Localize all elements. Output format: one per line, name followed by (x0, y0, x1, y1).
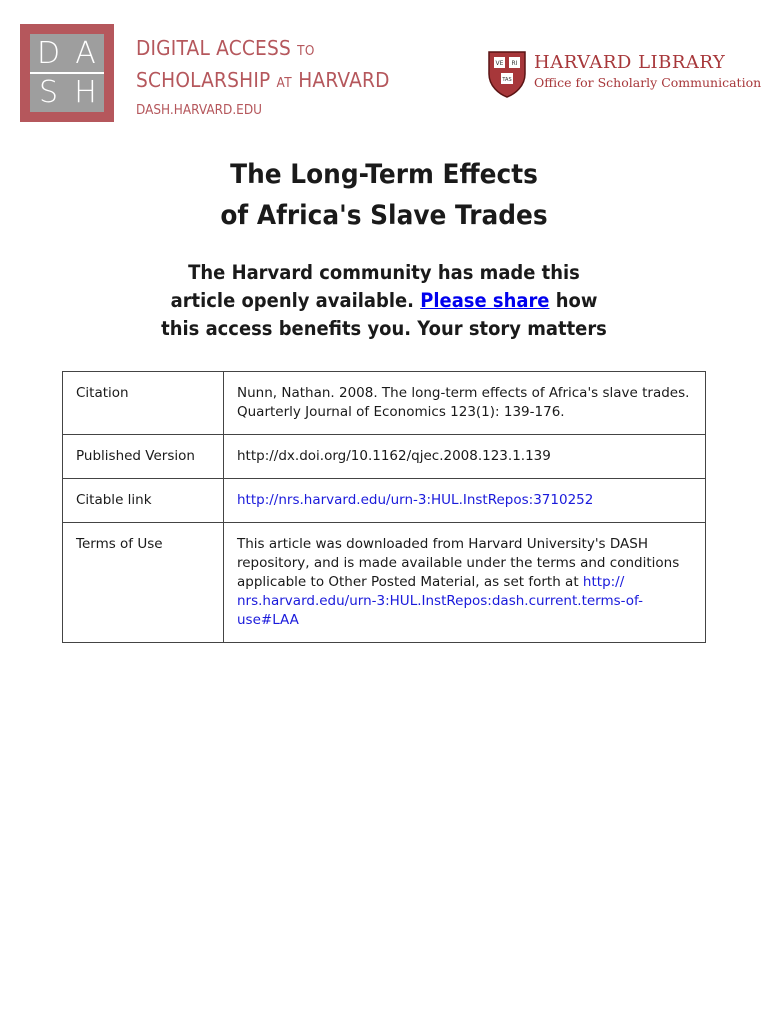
dash-wordmark-line1: DIGITAL ACCESS TO (136, 36, 315, 60)
dash-logo-letter: A (75, 36, 96, 71)
open-access-message (0, 259, 768, 343)
dash-logo-letter: H (74, 75, 97, 110)
dash-logo-grid (30, 34, 104, 112)
dash-logo-letter: S (38, 75, 59, 110)
terms-link[interactable]: http:// (582, 574, 625, 590)
terms-of-use-label: Terms of Use (63, 523, 224, 643)
citable-link[interactable]: http://nrs.harvard.edu/urn-3:HUL.InstRepos:3710252 (237, 492, 594, 508)
message-line2: article openly available. Please share how (170, 289, 598, 312)
terms-of-use-value: This article was downloaded from Harvard University's DASH repository, and is made available under the terms and conditions applicable to Other Posted Material, as set forth at http:// nrs.harvard.edu/urn-3:HUL.InstRepos:dash.current.terms-of- use#LAA (224, 523, 706, 643)
citation-value: Nunn, Nathan. 2008. The long-term effects of Africa's slave trades. Quarterly Journal of Economics 123(1): 139-176. (224, 372, 706, 435)
dash-logo-letter: D (36, 36, 61, 71)
dash-logo-divider (30, 72, 104, 74)
table-row (63, 372, 706, 435)
published-version-value: http://dx.doi.org/10.1162/qjec.2008.123.1.139 (224, 435, 706, 479)
document-title (0, 154, 768, 236)
dash-url[interactable]: DASH.HARVARD.EDU (136, 103, 262, 118)
message-line3: this access benefits you. Your story matters (161, 317, 607, 340)
library-name: HARVARD LIBRARY (534, 52, 726, 73)
dash-wordmark-line2: SCHOLARSHIP AT HARVARD (136, 68, 390, 92)
terms-link[interactable]: use#LAA (237, 612, 299, 628)
harvard-library-wordmark (534, 52, 761, 92)
please-share-link[interactable]: Please share (420, 289, 550, 312)
svg-text:RI: RI (511, 60, 518, 67)
table-row (63, 435, 706, 479)
published-version-label: Published Version (63, 435, 224, 479)
citable-link-label: Citable link (63, 479, 224, 523)
terms-link[interactable]: nrs.harvard.edu/urn-3:HUL.InstRepos:dash.current.terms-of- (237, 593, 643, 609)
library-office: Office for Scholarly Communication (534, 75, 762, 90)
title-line1: The Long-Term Effects (230, 159, 538, 190)
metadata-table (62, 371, 706, 643)
harvard-shield-icon (487, 50, 527, 98)
dash-wordmark (136, 34, 409, 121)
svg-text:VE: VE (495, 60, 504, 67)
svg-text:TAS: TAS (502, 77, 512, 83)
message-line1: The Harvard community has made this (188, 261, 580, 284)
citation-label: Citation (63, 372, 224, 435)
title-line2: of Africa's Slave Trades (220, 200, 548, 231)
table-row (63, 479, 706, 523)
dash-logo (20, 24, 114, 122)
table-row (63, 523, 706, 643)
